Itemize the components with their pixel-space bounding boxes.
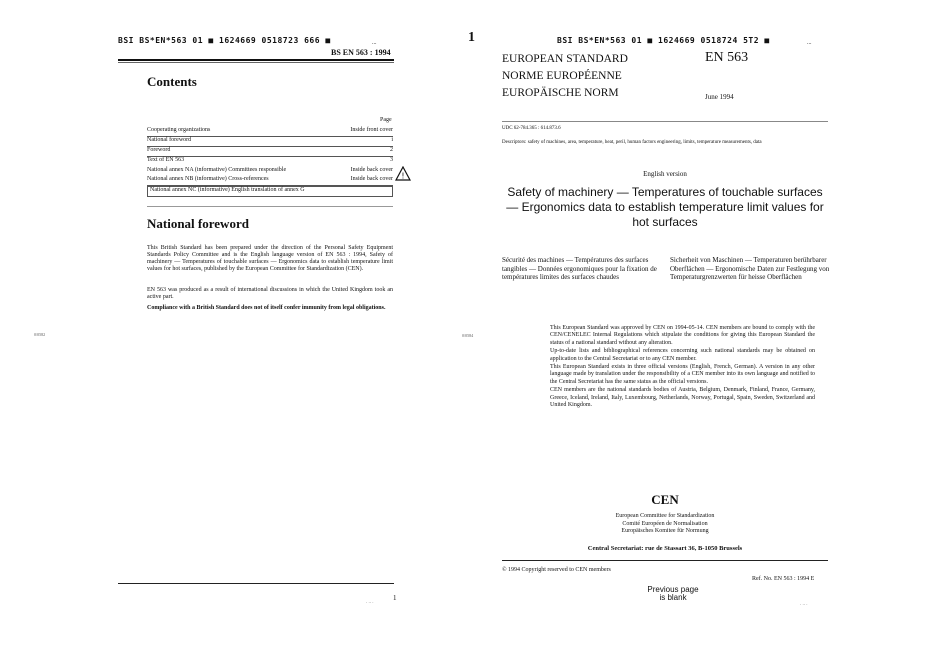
right-corner-mark: ...	[807, 40, 812, 46]
toc-title: Foreword	[147, 147, 171, 153]
right-top-mark: 1	[468, 30, 475, 45]
warning-triangle-icon	[395, 166, 411, 181]
descriptors-block	[502, 140, 828, 146]
previous-page-note	[628, 586, 718, 602]
cen-logo: CEN	[651, 492, 679, 507]
left-barcode-line: BSI BS*EN*563 01 ■ 1624669 0518723 666 ■	[118, 36, 331, 45]
german-title: Sicherheit von Maschinen — Temperaturen berührbarer Oberflächen — Ergonomische Daten zur Festlegung von Temperaturgrenzwerten für heisse Oberflächen	[670, 256, 830, 281]
toc-title: Text of EN 563	[147, 157, 185, 163]
toc-title: National annex NC (informative) English translation of annex G	[150, 187, 305, 193]
cen-name-fr: Comité Européen de Normalisation	[622, 520, 708, 527]
udc-code: UDC 62-784.365 : 614.873.6	[502, 126, 561, 131]
previous-page-line-1: Previous page	[647, 585, 699, 594]
left-footer-rule	[118, 583, 394, 584]
toc-page: Inside back cover	[350, 176, 393, 182]
descriptors-label: Descriptors:	[502, 140, 527, 145]
svg-text:!: !	[401, 171, 405, 181]
header-line-fr: NORME EUROPÉENNE	[502, 70, 622, 82]
toc-page: Inside front cover	[350, 127, 393, 133]
toc-row[interactable]	[147, 167, 393, 176]
standard-header-block	[502, 51, 628, 102]
central-secretariat: Central Secretariat: rue de Stassart 36, B-1050 Brussels	[587, 545, 743, 552]
toc-row[interactable]	[147, 137, 393, 147]
cen-name-de: Europäisches Komitee für Normung	[621, 528, 709, 534]
right-margin-note: 0/0584	[462, 333, 474, 338]
foreword-paragraph-3: Compliance with a British Standard does not of itself confer immunity from legal obligations.	[147, 305, 386, 311]
toc-title: National annex NA (informative) Committees responsible	[147, 167, 287, 173]
cen-paragraph: This European Standard exists in three official versions (English, French, German). A version in any other language made by translation under the responsibility of a CEN member into its own language and notified to the Central Secretariat has the same status as the official versions.	[550, 364, 815, 385]
foreword-paragraph-1: This British Standard has been prepared under the direction of the Personal Safety Equipment Standards Policy Committee and is the English language version of EN 563 : 1994, Safety of machinery — Temperatures of touchable surfaces — Ergonomics data to establish temperature limit values for hot surfaces, published by the European Committee for Standardization (CEN).	[147, 245, 393, 272]
cen-name-en: European Committee for Standardization	[615, 513, 715, 519]
main-title: Safety of machinery — Temperatures of touchable surfaces — Ergonomics data to establish temperature limit values for hot surfaces	[506, 185, 824, 229]
udc-divider	[502, 121, 828, 122]
toc-row[interactable]	[147, 186, 393, 197]
cen-paragraph: Up-to-date lists and bibliographical references concerning such national standards may be obtained on application to the Central Secretariat or to any CEN member.	[550, 348, 815, 362]
header-line-en: EUROPEAN STANDARD	[502, 53, 628, 65]
toc-title: Cooperating organizations	[147, 127, 211, 133]
contents-title: Contents	[147, 74, 197, 89]
cen-approval-text	[550, 325, 815, 409]
left-corner-mark: ...	[372, 40, 377, 46]
cen-names	[502, 513, 828, 536]
foreword-paragraph-2: EN 563 was produced as a result of international discussions in which the United Kingdom took an active part.	[147, 287, 393, 300]
toc-row[interactable]	[147, 147, 393, 157]
version-label: English version	[643, 170, 687, 178]
copyright-rule	[502, 560, 828, 561]
right-barcode-line: BSI BS*EN*563 01 ■ 1624669 0518724 5T2 ■	[557, 36, 770, 45]
left-header-ref: BS EN 563 : 1994	[331, 48, 391, 57]
toc-page-label: Page	[380, 117, 392, 123]
french-title: Sécurité des machines — Températures des surfaces tangibles — Données ergonomiques pour la fixation de températures limites des surfaces chaudes	[502, 256, 657, 281]
toc-title: National annex NB (informative) Cross-references	[147, 176, 269, 182]
toc-row[interactable]	[147, 157, 393, 166]
national-foreword-title: National foreword	[147, 216, 249, 231]
toc-title: National foreword	[147, 137, 192, 143]
left-footer-dots: . .. .	[366, 600, 374, 605]
toc-row[interactable]	[147, 127, 393, 137]
copyright: © 1994 Copyright reserved to CEN members	[502, 567, 611, 573]
toc-page: Inside back cover	[350, 167, 393, 173]
toc-page: i	[391, 137, 393, 143]
toc-page: 2	[390, 147, 393, 153]
standard-number: EN 563	[705, 50, 749, 65]
cen-paragraph: CEN members are the national standards bodies of Austria, Belgium, Denmark, Finland, France, Germany, Greece, Iceland, Ireland, Italy, Luxembourg, Netherlands, Norway, Portugal, Spain, Sweden, Switzerland and United Kingdom.	[550, 387, 815, 409]
cen-paragraph: This European Standard was approved by CEN on 1994-05-14. CEN members are bound to comply with the CEN/CENELEC Internal Regulations which stipulate the conditions for giving this European Standard the status of a national standard without any alteration.	[550, 325, 815, 346]
contents-divider	[147, 206, 393, 207]
toc-page: 3	[390, 157, 393, 163]
standard-date: June 1994	[705, 93, 734, 101]
left-page-number: 1	[393, 594, 397, 602]
reference-number: Ref. No. EN 563 : 1994 E	[752, 576, 815, 582]
descriptors-text: safety of machines, area, temperature, heat, peril, human factors engineering, limits, temperature measurements, data	[527, 140, 762, 145]
previous-page-line-2: is blank	[659, 593, 687, 602]
toc-row[interactable]	[147, 176, 393, 186]
left-margin-note: 0/0582	[34, 332, 46, 337]
left-header-rule-thin	[118, 62, 394, 63]
header-line-de: EUROPÄISCHE NORM	[502, 87, 619, 99]
right-footer-dots: . .. .	[800, 602, 808, 607]
left-header-rule	[118, 59, 394, 61]
